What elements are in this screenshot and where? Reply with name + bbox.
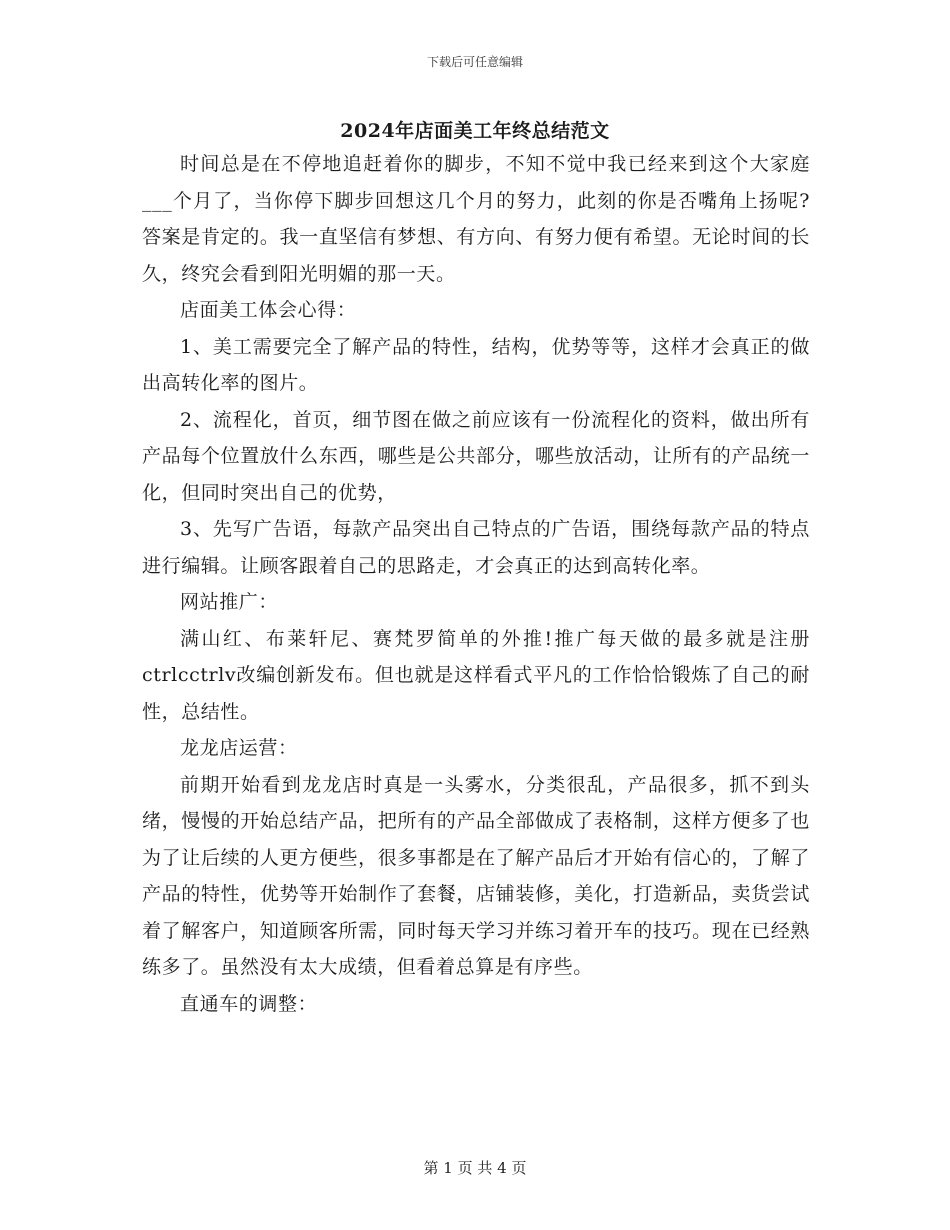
document-title: 2024年店面美工年终总结范文: [340, 120, 610, 142]
paragraph-point-3: 3、先写广告语，每款产品突出自己特点的广告语，围绕每款产品的特点进行编辑。让顾客跟着自己的思路走，才会真正的达到高转化率。: [142, 518, 810, 577]
paragraph-point-1: 1、美工需要完全了解产品的特性，结构，优势等等，这样才会真正的做出高转化率的图片。: [142, 335, 810, 394]
page-footer: 第 1 页 共 4 页: [423, 1159, 527, 1177]
paragraph-promotion: 满山红、布莱轩尼、赛梵罗简单的外推!推广每天做的最多就是注册ctrlcctrlv改编创新发布。但也就是这样看式平凡的工作恰恰锻炼了自己的耐性，总结性。: [142, 627, 810, 723]
section-heading-promotion: 网站推广：: [180, 591, 279, 613]
section-heading-operations: 龙龙店运营：: [180, 737, 298, 759]
paragraph-operations: 前期开始看到龙龙店时真是一头雾水，分类很乱，产品很多，抓不到头绪，慢慢的开始总结产品，把所有的产品全部做成了表格制，这样方便多了也为了让后续的人更方便些，很多事都是在了解产品后才开始有信心的，了解了产品的特性，优势等开始制作了套餐，店铺装修，美化，打造新品，卖货尝试着了解客户，知道顾客所需，同时每天学习并练习着开车的技巧。现在已经熟练多了。虽然没有太大成绩，但看着总算是有序些。: [142, 773, 810, 978]
paragraph-intro: 时间总是在不停地追赶着你的脚步，不知不觉中我已经来到这个大家庭___个月了，当你停下脚步回想这几个月的努力，此刻的你是否嘴角上扬呢?答案是肯定的。我一直坚信有梦想、有方向、有努力便有希望。无论时间的长久，终究会看到阳光明媚的那一天。: [142, 153, 810, 285]
section-heading-adjustment: 直通车的调整：: [180, 992, 318, 1015]
page-header: 下载后可任意编辑: [426, 55, 523, 69]
section-heading-experience: 店面美工体会心得：: [180, 299, 357, 321]
paragraph-point-2: 2、流程化，首页，细节图在做之前应该有一份流程化的资料，做出所有产品每个位置放什么东西，哪些是公共部分，哪些放活动，让所有的产品统一化，但同时突出自己的优势，: [142, 408, 810, 504]
document-body: [142, 146, 810, 1022]
